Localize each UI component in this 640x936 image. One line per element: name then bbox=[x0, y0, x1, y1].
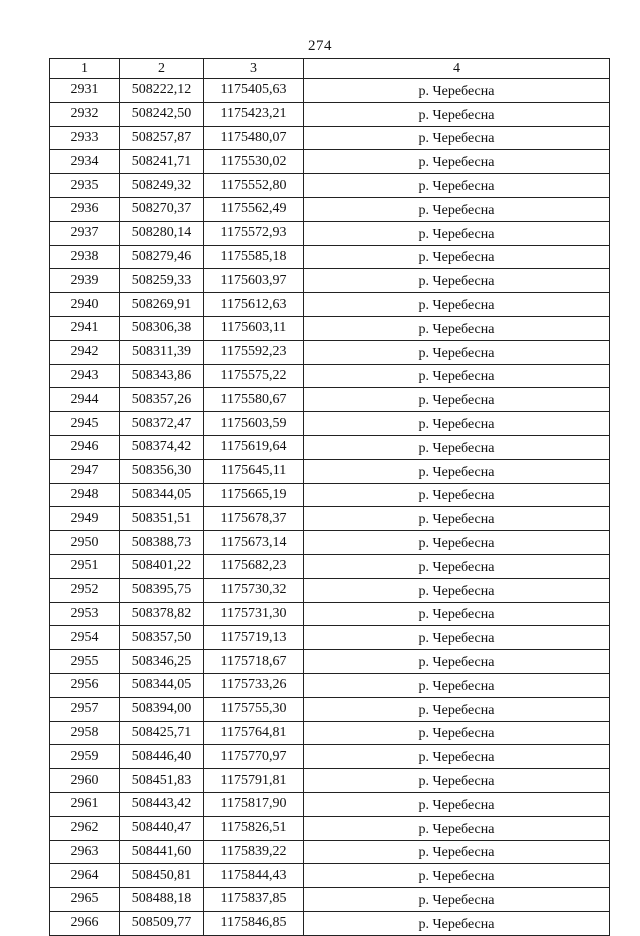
description-cell: р. Черебесна bbox=[304, 721, 610, 745]
y-coordinate-cell: 1175572,93 bbox=[204, 221, 304, 245]
x-coordinate-cell: 508446,40 bbox=[120, 745, 204, 769]
point-number-cell: 2959 bbox=[50, 745, 120, 769]
point-number-cell: 2942 bbox=[50, 340, 120, 364]
x-coordinate-cell: 508242,50 bbox=[120, 102, 204, 126]
table-row bbox=[50, 221, 610, 245]
point-number-cell: 2937 bbox=[50, 221, 120, 245]
description-cell: р. Черебесна bbox=[304, 602, 610, 626]
point-number-cell: 2948 bbox=[50, 483, 120, 507]
y-coordinate-cell: 1175755,30 bbox=[204, 697, 304, 721]
column-header-3: 3 bbox=[204, 59, 304, 79]
y-coordinate-cell: 1175603,59 bbox=[204, 412, 304, 436]
description-cell: р. Черебесна bbox=[304, 245, 610, 269]
y-coordinate-cell: 1175837,85 bbox=[204, 888, 304, 912]
x-coordinate-cell: 508270,37 bbox=[120, 197, 204, 221]
x-coordinate-cell: 508488,18 bbox=[120, 888, 204, 912]
x-coordinate-cell: 508372,47 bbox=[120, 412, 204, 436]
point-number-cell: 2941 bbox=[50, 316, 120, 340]
point-number-cell: 2950 bbox=[50, 531, 120, 555]
point-number-cell: 2966 bbox=[50, 911, 120, 935]
x-coordinate-cell: 508249,32 bbox=[120, 174, 204, 198]
table-row bbox=[50, 769, 610, 793]
y-coordinate-cell: 1175733,26 bbox=[204, 673, 304, 697]
x-coordinate-cell: 508401,22 bbox=[120, 554, 204, 578]
point-number-cell: 2961 bbox=[50, 792, 120, 816]
y-coordinate-cell: 1175764,81 bbox=[204, 721, 304, 745]
y-coordinate-cell: 1175791,81 bbox=[204, 769, 304, 793]
description-cell: р. Черебесна bbox=[304, 340, 610, 364]
description-cell: р. Черебесна bbox=[304, 792, 610, 816]
x-coordinate-cell: 508356,30 bbox=[120, 459, 204, 483]
table-row bbox=[50, 174, 610, 198]
description-cell: р. Черебесна bbox=[304, 102, 610, 126]
table-row bbox=[50, 531, 610, 555]
x-coordinate-cell: 508241,71 bbox=[120, 150, 204, 174]
x-coordinate-cell: 508257,87 bbox=[120, 126, 204, 150]
point-number-cell: 2943 bbox=[50, 364, 120, 388]
table-row bbox=[50, 150, 610, 174]
x-coordinate-cell: 508280,14 bbox=[120, 221, 204, 245]
table-row bbox=[50, 673, 610, 697]
y-coordinate-cell: 1175552,80 bbox=[204, 174, 304, 198]
description-cell: р. Черебесна bbox=[304, 650, 610, 674]
table-row bbox=[50, 197, 610, 221]
x-coordinate-cell: 508344,05 bbox=[120, 673, 204, 697]
table-row bbox=[50, 245, 610, 269]
description-cell: р. Черебесна bbox=[304, 864, 610, 888]
point-number-cell: 2957 bbox=[50, 697, 120, 721]
y-coordinate-cell: 1175619,64 bbox=[204, 435, 304, 459]
table-row bbox=[50, 459, 610, 483]
x-coordinate-cell: 508425,71 bbox=[120, 721, 204, 745]
description-cell: р. Черебесна bbox=[304, 126, 610, 150]
table-row bbox=[50, 911, 610, 935]
x-coordinate-cell: 508378,82 bbox=[120, 602, 204, 626]
y-coordinate-cell: 1175603,11 bbox=[204, 316, 304, 340]
y-coordinate-cell: 1175645,11 bbox=[204, 459, 304, 483]
description-cell: р. Черебесна bbox=[304, 554, 610, 578]
y-coordinate-cell: 1175718,67 bbox=[204, 650, 304, 674]
point-number-cell: 2963 bbox=[50, 840, 120, 864]
description-cell: р. Черебесна bbox=[304, 435, 610, 459]
point-number-cell: 2951 bbox=[50, 554, 120, 578]
point-number-cell: 2954 bbox=[50, 626, 120, 650]
x-coordinate-cell: 508374,42 bbox=[120, 435, 204, 459]
table-row bbox=[50, 126, 610, 150]
y-coordinate-cell: 1175730,32 bbox=[204, 578, 304, 602]
x-coordinate-cell: 508222,12 bbox=[120, 79, 204, 103]
description-cell: р. Черебесна bbox=[304, 888, 610, 912]
y-coordinate-cell: 1175562,49 bbox=[204, 197, 304, 221]
point-number-cell: 2949 bbox=[50, 507, 120, 531]
description-cell: р. Черебесна bbox=[304, 412, 610, 436]
y-coordinate-cell: 1175423,21 bbox=[204, 102, 304, 126]
table-row bbox=[50, 483, 610, 507]
table-header-row bbox=[50, 59, 610, 79]
description-cell: р. Черебесна bbox=[304, 769, 610, 793]
table-row bbox=[50, 816, 610, 840]
point-number-cell: 2952 bbox=[50, 578, 120, 602]
point-number-cell: 2934 bbox=[50, 150, 120, 174]
table-row bbox=[50, 388, 610, 412]
y-coordinate-cell: 1175682,23 bbox=[204, 554, 304, 578]
y-coordinate-cell: 1175405,63 bbox=[204, 79, 304, 103]
table-row bbox=[50, 864, 610, 888]
description-cell: р. Черебесна bbox=[304, 816, 610, 840]
x-coordinate-cell: 508344,05 bbox=[120, 483, 204, 507]
y-coordinate-cell: 1175592,23 bbox=[204, 340, 304, 364]
table-row bbox=[50, 269, 610, 293]
y-coordinate-cell: 1175678,37 bbox=[204, 507, 304, 531]
page-number: 274 bbox=[308, 38, 332, 54]
coordinates-table bbox=[49, 58, 610, 936]
table-row bbox=[50, 554, 610, 578]
x-coordinate-cell: 508388,73 bbox=[120, 531, 204, 555]
x-coordinate-cell: 508279,46 bbox=[120, 245, 204, 269]
description-cell: р. Черебесна bbox=[304, 174, 610, 198]
description-cell: р. Черебесна bbox=[304, 364, 610, 388]
x-coordinate-cell: 508357,26 bbox=[120, 388, 204, 412]
point-number-cell: 2946 bbox=[50, 435, 120, 459]
table-row bbox=[50, 626, 610, 650]
point-number-cell: 2960 bbox=[50, 769, 120, 793]
x-coordinate-cell: 508357,50 bbox=[120, 626, 204, 650]
point-number-cell: 2953 bbox=[50, 602, 120, 626]
table-row bbox=[50, 507, 610, 531]
y-coordinate-cell: 1175844,43 bbox=[204, 864, 304, 888]
description-cell: р. Черебесна bbox=[304, 293, 610, 317]
x-coordinate-cell: 508311,39 bbox=[120, 340, 204, 364]
x-coordinate-cell: 508394,00 bbox=[120, 697, 204, 721]
point-number-cell: 2939 bbox=[50, 269, 120, 293]
table-row bbox=[50, 888, 610, 912]
table-row bbox=[50, 293, 610, 317]
point-number-cell: 2935 bbox=[50, 174, 120, 198]
point-number-cell: 2936 bbox=[50, 197, 120, 221]
table-row bbox=[50, 840, 610, 864]
table-row bbox=[50, 102, 610, 126]
point-number-cell: 2944 bbox=[50, 388, 120, 412]
point-number-cell: 2955 bbox=[50, 650, 120, 674]
table-body bbox=[50, 79, 610, 936]
y-coordinate-cell: 1175673,14 bbox=[204, 531, 304, 555]
table-row bbox=[50, 79, 610, 103]
x-coordinate-cell: 508351,51 bbox=[120, 507, 204, 531]
table-row bbox=[50, 745, 610, 769]
table-row bbox=[50, 792, 610, 816]
point-number-cell: 2947 bbox=[50, 459, 120, 483]
y-coordinate-cell: 1175826,51 bbox=[204, 816, 304, 840]
y-coordinate-cell: 1175530,02 bbox=[204, 150, 304, 174]
description-cell: р. Черебесна bbox=[304, 316, 610, 340]
description-cell: р. Черебесна bbox=[304, 626, 610, 650]
x-coordinate-cell: 508346,25 bbox=[120, 650, 204, 674]
table-row bbox=[50, 578, 610, 602]
description-cell: р. Черебесна bbox=[304, 269, 610, 293]
description-cell: р. Черебесна bbox=[304, 388, 610, 412]
y-coordinate-cell: 1175612,63 bbox=[204, 293, 304, 317]
description-cell: р. Черебесна bbox=[304, 911, 610, 935]
description-cell: р. Черебесна bbox=[304, 79, 610, 103]
y-coordinate-cell: 1175817,90 bbox=[204, 792, 304, 816]
description-cell: р. Черебесна bbox=[304, 531, 610, 555]
x-coordinate-cell: 508440,47 bbox=[120, 816, 204, 840]
x-coordinate-cell: 508269,91 bbox=[120, 293, 204, 317]
point-number-cell: 2956 bbox=[50, 673, 120, 697]
description-cell: р. Черебесна bbox=[304, 840, 610, 864]
x-coordinate-cell: 508509,77 bbox=[120, 911, 204, 935]
table-row bbox=[50, 602, 610, 626]
table-row bbox=[50, 435, 610, 459]
table-row bbox=[50, 364, 610, 388]
table-row bbox=[50, 721, 610, 745]
y-coordinate-cell: 1175839,22 bbox=[204, 840, 304, 864]
y-coordinate-cell: 1175770,97 bbox=[204, 745, 304, 769]
x-coordinate-cell: 508441,60 bbox=[120, 840, 204, 864]
description-cell: р. Черебесна bbox=[304, 459, 610, 483]
table-row bbox=[50, 316, 610, 340]
description-cell: р. Черебесна bbox=[304, 673, 610, 697]
y-coordinate-cell: 1175719,13 bbox=[204, 626, 304, 650]
description-cell: р. Черебесна bbox=[304, 221, 610, 245]
point-number-cell: 2931 bbox=[50, 79, 120, 103]
x-coordinate-cell: 508443,42 bbox=[120, 792, 204, 816]
y-coordinate-cell: 1175580,67 bbox=[204, 388, 304, 412]
y-coordinate-cell: 1175665,19 bbox=[204, 483, 304, 507]
description-cell: р. Черебесна bbox=[304, 507, 610, 531]
x-coordinate-cell: 508395,75 bbox=[120, 578, 204, 602]
y-coordinate-cell: 1175480,07 bbox=[204, 126, 304, 150]
point-number-cell: 2940 bbox=[50, 293, 120, 317]
y-coordinate-cell: 1175585,18 bbox=[204, 245, 304, 269]
x-coordinate-cell: 508451,83 bbox=[120, 769, 204, 793]
description-cell: р. Черебесна bbox=[304, 150, 610, 174]
table-row bbox=[50, 340, 610, 364]
y-coordinate-cell: 1175846,85 bbox=[204, 911, 304, 935]
description-cell: р. Черебесна bbox=[304, 697, 610, 721]
description-cell: р. Черебесна bbox=[304, 197, 610, 221]
column-header-2: 2 bbox=[120, 59, 204, 79]
description-cell: р. Черебесна bbox=[304, 745, 610, 769]
point-number-cell: 2933 bbox=[50, 126, 120, 150]
x-coordinate-cell: 508343,86 bbox=[120, 364, 204, 388]
y-coordinate-cell: 1175603,97 bbox=[204, 269, 304, 293]
y-coordinate-cell: 1175731,30 bbox=[204, 602, 304, 626]
x-coordinate-cell: 508306,38 bbox=[120, 316, 204, 340]
point-number-cell: 2945 bbox=[50, 412, 120, 436]
table-row bbox=[50, 412, 610, 436]
y-coordinate-cell: 1175575,22 bbox=[204, 364, 304, 388]
x-coordinate-cell: 508450,81 bbox=[120, 864, 204, 888]
point-number-cell: 2965 bbox=[50, 888, 120, 912]
description-cell: р. Черебесна bbox=[304, 578, 610, 602]
column-header-4: 4 bbox=[304, 59, 610, 79]
table-row bbox=[50, 650, 610, 674]
point-number-cell: 2964 bbox=[50, 864, 120, 888]
x-coordinate-cell: 508259,33 bbox=[120, 269, 204, 293]
table-row bbox=[50, 697, 610, 721]
point-number-cell: 2932 bbox=[50, 102, 120, 126]
point-number-cell: 2958 bbox=[50, 721, 120, 745]
point-number-cell: 2962 bbox=[50, 816, 120, 840]
point-number-cell: 2938 bbox=[50, 245, 120, 269]
description-cell: р. Черебесна bbox=[304, 483, 610, 507]
column-header-1: 1 bbox=[50, 59, 120, 79]
